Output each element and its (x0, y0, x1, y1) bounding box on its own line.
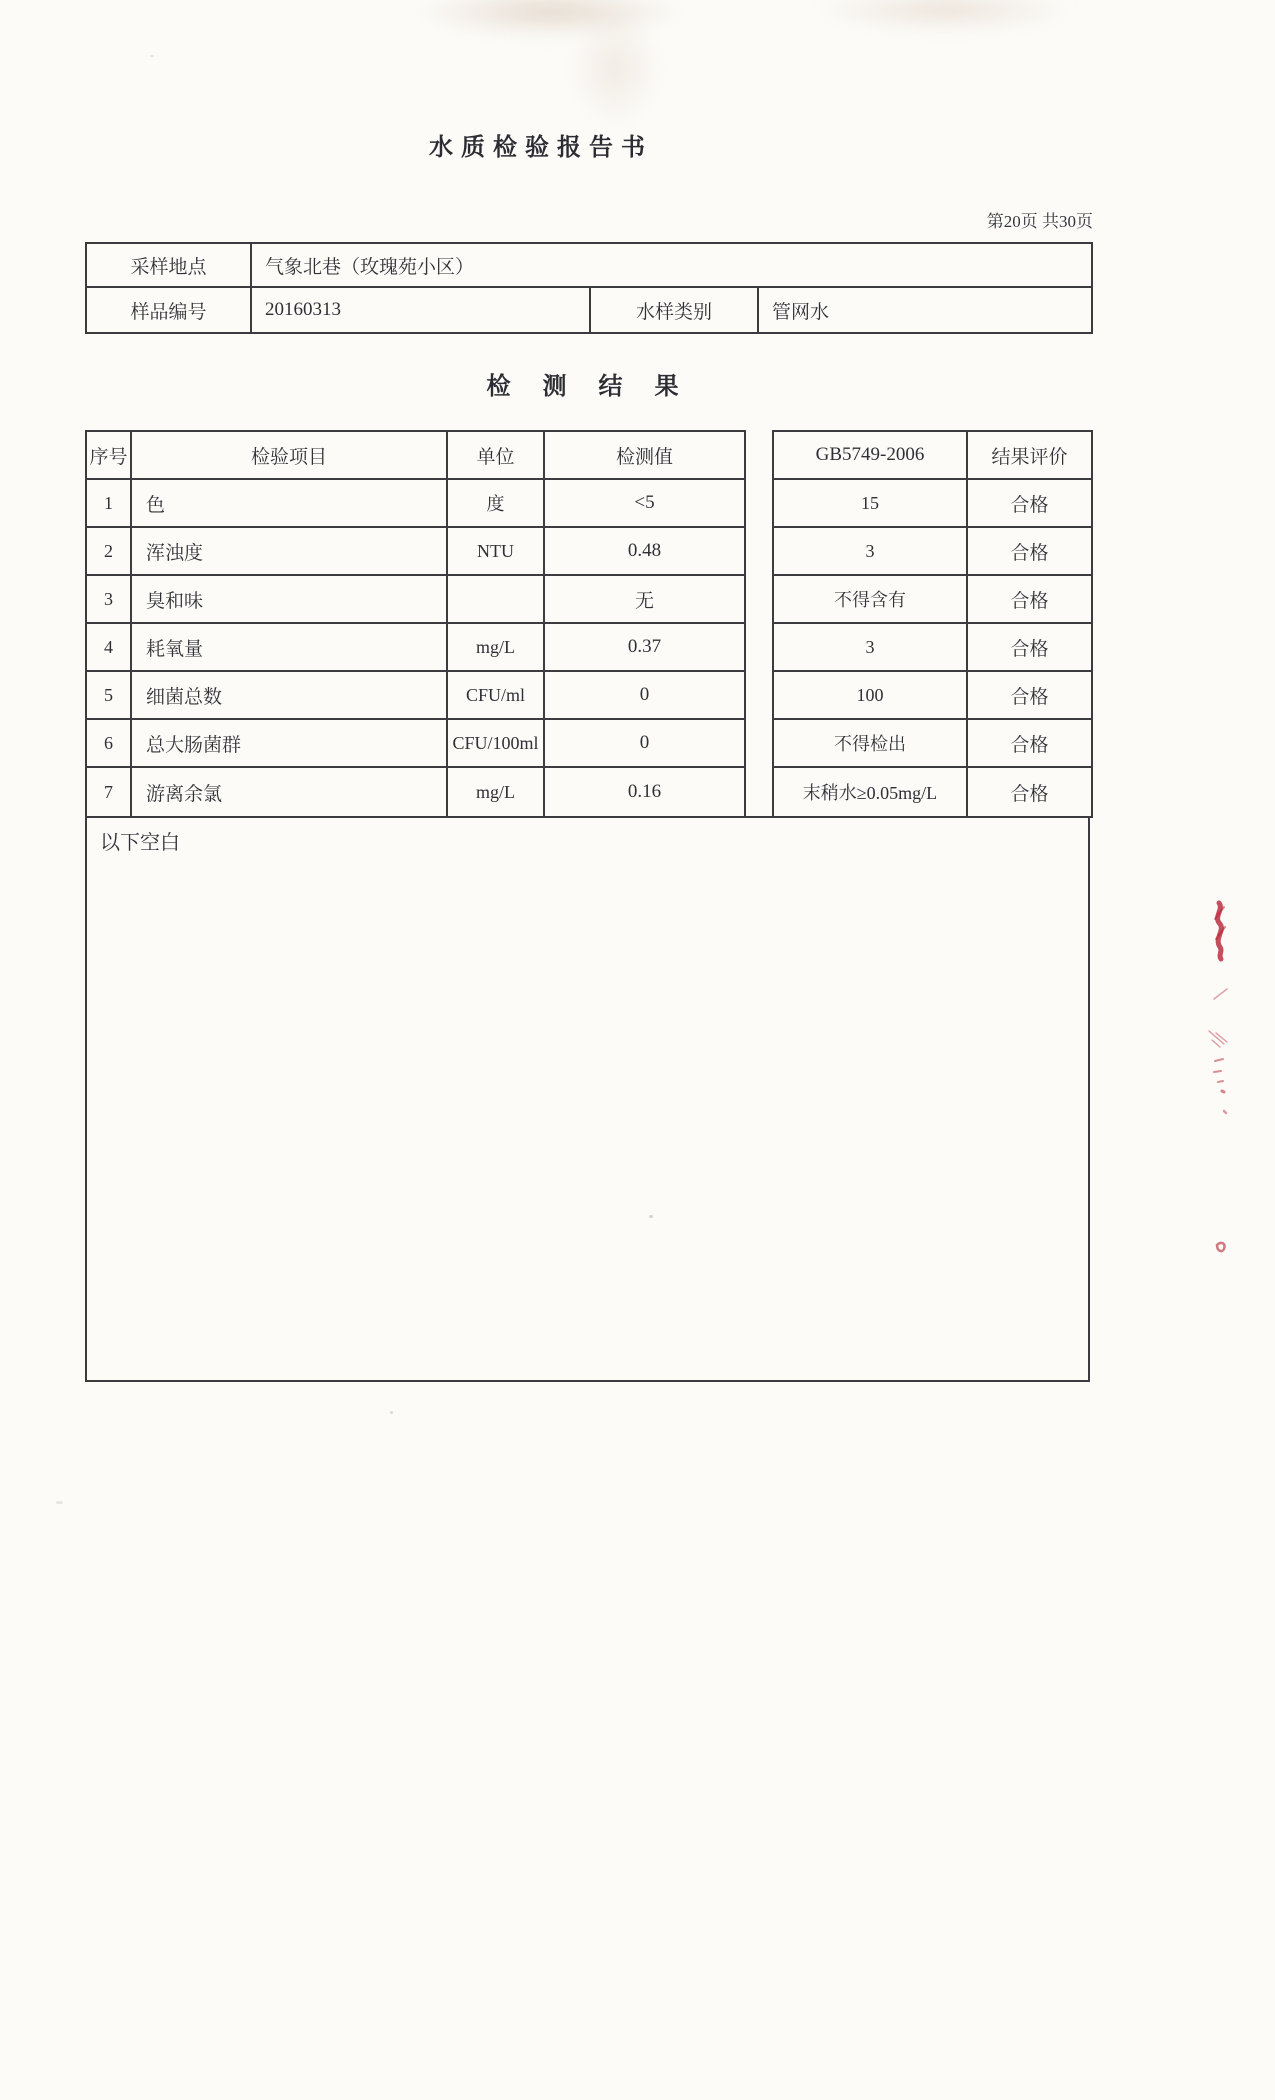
results-table-right (772, 430, 1093, 818)
result-value-cell: <5 (545, 480, 744, 528)
result-value-cell: 无 (545, 576, 744, 624)
sampling-site-label: 采样地点 (87, 244, 252, 288)
result-unit-cell: 度 (448, 480, 545, 528)
page-title: 水 质 检 验 报 告 书 (429, 135, 646, 161)
result-unit-cell: CFU/100ml (448, 720, 545, 768)
blank-area-box (85, 816, 1090, 1382)
dust-speck (649, 1215, 653, 1218)
result-item-cell: 浑浊度 (132, 528, 448, 576)
sample-no-value: 20160313 (252, 288, 591, 332)
result-item-cell: 色 (132, 480, 448, 528)
sample-info-table (85, 242, 1093, 334)
result-evaluation-cell: 合格 (1010, 783, 1049, 805)
scan-smudge (415, 0, 685, 38)
result-evaluation-cell: 合格 (968, 576, 1091, 624)
sample-type-label: 水样类别 (591, 288, 759, 332)
result-unit-cell (448, 576, 545, 624)
result-item-cell: 游离余氯 (132, 768, 448, 816)
result-standard-cell: 不得含有 (774, 576, 968, 624)
sample-no-label: 样品编号 (87, 288, 252, 332)
result-standard-cell: 3 (774, 528, 968, 576)
blank-below-note: 以下空白 (100, 832, 180, 854)
result-standard-cell: 15 (774, 480, 968, 528)
result-unit-cell: NTU (448, 528, 545, 576)
dust-speck (150, 55, 154, 57)
result-value-cell: 0 (545, 672, 744, 720)
result-value-cell: 0.37 (545, 624, 744, 672)
result-item-cell: 臭和味 (132, 576, 448, 624)
result-item-cell: 耗氧量 (132, 624, 448, 672)
results-header-no: 序号 (87, 432, 132, 480)
results-header-standard: GB5749-2006 (774, 432, 968, 480)
page-number-indicator: 第20页 共30页 (986, 212, 1093, 231)
results-table-left (85, 430, 746, 818)
result-value-cell: 0.16 (627, 781, 662, 802)
sample-type-value: 管网水 (772, 301, 830, 323)
results-header-value: 检测值 (545, 432, 744, 480)
result-evaluation-cell: 合格 (968, 672, 1091, 720)
result-item-cell: 细菌总数 (132, 672, 448, 720)
result-value-cell: 0.48 (545, 528, 744, 576)
scan-smudge (815, 0, 1075, 32)
sampling-site-value: 气象北巷（玫瑰苑小区） (252, 244, 1091, 288)
result-no-cell: 2 (87, 528, 132, 576)
scan-smudge (570, 8, 660, 128)
result-no-cell: 1 (87, 480, 132, 528)
result-no-cell: 6 (87, 720, 132, 768)
result-standard-cell: 100 (774, 672, 968, 720)
result-standard-cell: 不得检出 (774, 720, 968, 768)
results-header-evaluation: 结果评价 (968, 432, 1091, 480)
result-unit-cell: CFU/ml (448, 672, 545, 720)
result-evaluation-cell: 合格 (968, 624, 1091, 672)
dust-speck (56, 1501, 63, 1504)
result-no-cell: 7 (87, 768, 132, 816)
result-unit-cell: mg/L (448, 768, 545, 816)
result-item-cell: 总大肠菌群 (132, 720, 448, 768)
result-evaluation-cell: 合格 (968, 480, 1091, 528)
result-standard-cell: 末稍水≥0.05mg/L (774, 768, 968, 816)
result-no-cell: 5 (87, 672, 132, 720)
result-standard-cell: 3 (774, 624, 968, 672)
results-header-item: 检验项目 (132, 432, 448, 480)
result-no-cell: 3 (87, 576, 132, 624)
results-header-unit: 单位 (448, 432, 545, 480)
result-evaluation-cell: 合格 (968, 720, 1091, 768)
result-unit-cell: mg/L (448, 624, 545, 672)
result-no-cell: 4 (87, 624, 132, 672)
red-ink-marks (1200, 893, 1242, 1273)
dust-speck (390, 1411, 393, 1414)
section-title: 检 测 结 果 (486, 374, 692, 400)
result-value-cell: 0 (545, 720, 744, 768)
result-evaluation-cell: 合格 (968, 528, 1091, 576)
